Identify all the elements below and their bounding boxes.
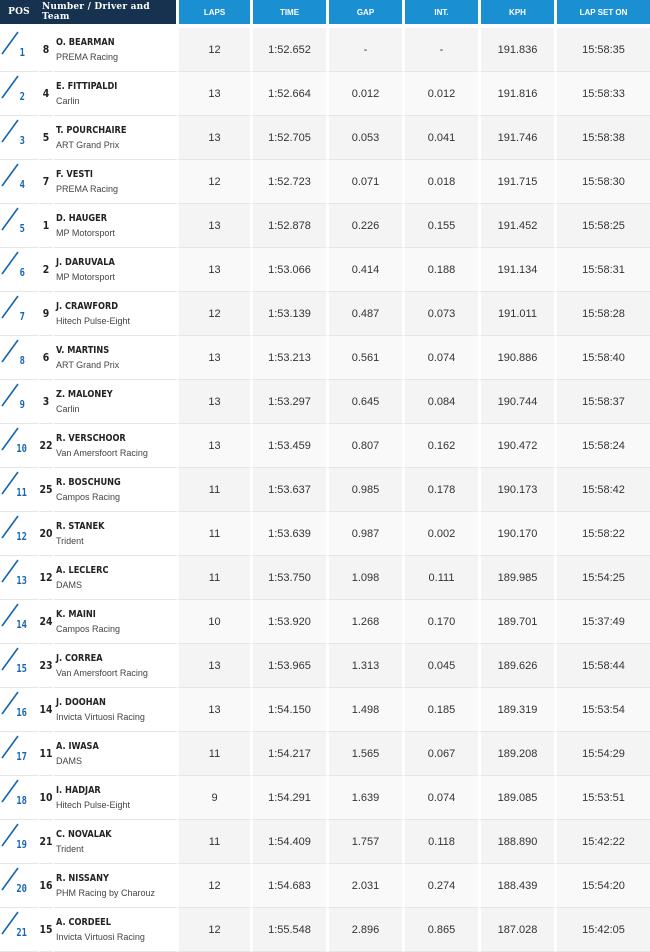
time-cell: 1:54.291 bbox=[250, 776, 326, 820]
gap-cell: 0.561 bbox=[326, 336, 402, 380]
position-cell bbox=[0, 644, 38, 688]
lap-set-on-cell: 15:58:44 bbox=[554, 644, 650, 688]
lap-set-on-cell: 15:37:49 bbox=[554, 600, 650, 644]
gap-cell: 0.012 bbox=[326, 72, 402, 116]
header-pos[interactable]: POS bbox=[0, 0, 38, 24]
int-cell: - bbox=[402, 28, 478, 72]
lap-set-on-cell: 15:58:38 bbox=[554, 116, 650, 160]
driver-name[interactable]: T. POURCHAIRE bbox=[56, 124, 127, 136]
position-cell bbox=[0, 864, 38, 908]
time-cell: 1:52.878 bbox=[250, 204, 326, 248]
header-gap[interactable]: GAP bbox=[326, 0, 402, 24]
gap-cell: 1.639 bbox=[326, 776, 402, 820]
position-cell bbox=[0, 732, 38, 776]
gap-cell: 1.098 bbox=[326, 556, 402, 600]
car-number: 16 bbox=[39, 864, 53, 908]
kph-cell: 189.985 bbox=[478, 556, 554, 600]
gap-cell: 2.896 bbox=[326, 908, 402, 952]
lap-set-on-cell: 15:58:33 bbox=[554, 72, 650, 116]
driver-team-cell bbox=[54, 732, 176, 776]
int-cell: 0.865 bbox=[402, 908, 478, 952]
gap-cell: 1.757 bbox=[326, 820, 402, 864]
driver-name[interactable]: J. DARUVALA bbox=[56, 256, 115, 268]
position-number: 21 bbox=[16, 926, 28, 939]
gap-cell: - bbox=[326, 28, 402, 72]
table-row[interactable] bbox=[0, 556, 650, 600]
header-number-driver-team[interactable]: Number / Driver and Team bbox=[38, 0, 176, 24]
car-number: 3 bbox=[39, 380, 53, 424]
time-cell: 1:52.652 bbox=[250, 28, 326, 72]
team-name: MP Motorsport bbox=[56, 271, 115, 282]
position-cell bbox=[0, 776, 38, 820]
table-row[interactable] bbox=[0, 292, 650, 336]
gap-cell: 0.807 bbox=[326, 424, 402, 468]
gap-cell: 0.414 bbox=[326, 248, 402, 292]
laps-cell: 12 bbox=[176, 160, 250, 204]
time-cell: 1:53.920 bbox=[250, 600, 326, 644]
gap-cell: 1.313 bbox=[326, 644, 402, 688]
car-number: 24 bbox=[39, 600, 53, 644]
laps-cell: 9 bbox=[176, 776, 250, 820]
car-number: 7 bbox=[39, 160, 53, 204]
position-number: 18 bbox=[16, 794, 28, 807]
table-row[interactable] bbox=[0, 116, 650, 160]
laps-cell: 13 bbox=[176, 116, 250, 160]
gap-cell: 2.031 bbox=[326, 864, 402, 908]
driver-team-cell bbox=[54, 248, 176, 292]
time-cell: 1:52.723 bbox=[250, 160, 326, 204]
driver-team-cell bbox=[54, 644, 176, 688]
driver-team-cell bbox=[54, 336, 176, 380]
int-cell: 0.118 bbox=[402, 820, 478, 864]
car-number: 23 bbox=[39, 644, 53, 688]
driver-team-cell bbox=[54, 72, 176, 116]
kph-cell: 190.170 bbox=[478, 512, 554, 556]
team-name: Invicta Virtuosi Racing bbox=[56, 931, 145, 942]
position-number: 7 bbox=[19, 310, 25, 323]
driver-name[interactable]: Z. MALONEY bbox=[56, 388, 113, 400]
lap-set-on-cell: 15:58:35 bbox=[554, 28, 650, 72]
team-name: PREMA Racing bbox=[56, 183, 119, 194]
position-cell bbox=[0, 336, 38, 380]
time-cell: 1:54.409 bbox=[250, 820, 326, 864]
lap-set-on-cell: 15:58:42 bbox=[554, 468, 650, 512]
int-cell: 0.185 bbox=[402, 688, 478, 732]
laps-cell: 10 bbox=[176, 600, 250, 644]
time-cell: 1:54.217 bbox=[250, 732, 326, 776]
lap-set-on-cell: 15:58:37 bbox=[554, 380, 650, 424]
kph-cell: 190.472 bbox=[478, 424, 554, 468]
time-cell: 1:53.213 bbox=[250, 336, 326, 380]
kph-cell: 188.439 bbox=[478, 864, 554, 908]
header-int[interactable]: INT. bbox=[402, 0, 478, 24]
int-cell: 0.018 bbox=[402, 160, 478, 204]
laps-cell: 12 bbox=[176, 28, 250, 72]
driver-team-cell bbox=[54, 820, 176, 864]
kph-cell: 191.715 bbox=[478, 160, 554, 204]
table-row[interactable] bbox=[0, 72, 650, 116]
driver-team-cell bbox=[54, 688, 176, 732]
laps-cell: 13 bbox=[176, 644, 250, 688]
driver-team-cell bbox=[54, 512, 176, 556]
car-number: 20 bbox=[39, 512, 53, 556]
kph-cell: 191.746 bbox=[478, 116, 554, 160]
gap-cell: 0.226 bbox=[326, 204, 402, 248]
int-cell: 0.002 bbox=[402, 512, 478, 556]
driver-team-cell bbox=[54, 600, 176, 644]
position-number: 5 bbox=[19, 222, 25, 235]
table-row[interactable] bbox=[0, 820, 650, 864]
gap-cell: 0.487 bbox=[326, 292, 402, 336]
position-number: 1 bbox=[19, 46, 25, 59]
position-cell bbox=[0, 688, 38, 732]
table-row[interactable] bbox=[0, 512, 650, 556]
int-cell: 0.067 bbox=[402, 732, 478, 776]
table-row[interactable] bbox=[0, 380, 650, 424]
header-lap-set-on[interactable]: LAP SET ON bbox=[554, 0, 650, 24]
table-header-row bbox=[0, 0, 650, 24]
driver-name[interactable]: J. CORREA bbox=[56, 652, 103, 664]
driver-name[interactable]: R. STANEK bbox=[56, 520, 105, 532]
table-row[interactable] bbox=[0, 248, 650, 292]
time-cell: 1:53.459 bbox=[250, 424, 326, 468]
lap-set-on-cell: 15:58:25 bbox=[554, 204, 650, 248]
gap-cell: 1.565 bbox=[326, 732, 402, 776]
gap-cell: 0.985 bbox=[326, 468, 402, 512]
car-number: 6 bbox=[39, 336, 53, 380]
time-cell: 1:53.965 bbox=[250, 644, 326, 688]
driver-team-cell bbox=[54, 908, 176, 952]
team-name: Campos Racing bbox=[56, 491, 121, 502]
driver-name[interactable]: R. BOSCHUNG bbox=[56, 476, 121, 488]
team-name: Campos Racing bbox=[56, 623, 121, 634]
kph-cell: 191.011 bbox=[478, 292, 554, 336]
int-cell: 0.041 bbox=[402, 116, 478, 160]
car-number: 4 bbox=[39, 72, 53, 116]
position-cell bbox=[0, 380, 38, 424]
driver-team-cell bbox=[54, 864, 176, 908]
kph-cell: 191.836 bbox=[478, 28, 554, 72]
int-cell: 0.155 bbox=[402, 204, 478, 248]
time-cell: 1:55.548 bbox=[250, 908, 326, 952]
int-cell: 0.111 bbox=[402, 556, 478, 600]
driver-name[interactable]: J. DOOHAN bbox=[56, 696, 106, 708]
position-number: 11 bbox=[16, 486, 28, 499]
laps-cell: 12 bbox=[176, 292, 250, 336]
time-cell: 1:53.750 bbox=[250, 556, 326, 600]
car-number: 25 bbox=[39, 468, 53, 512]
table-row[interactable] bbox=[0, 160, 650, 204]
driver-team-cell bbox=[54, 116, 176, 160]
gap-cell: 0.053 bbox=[326, 116, 402, 160]
kph-cell: 189.085 bbox=[478, 776, 554, 820]
car-number: 2 bbox=[39, 248, 53, 292]
kph-cell: 190.744 bbox=[478, 380, 554, 424]
position-cell bbox=[0, 116, 38, 160]
table-row[interactable] bbox=[0, 864, 650, 908]
team-name: Van Amersfoort Racing bbox=[56, 447, 148, 458]
position-cell bbox=[0, 468, 38, 512]
driver-team-cell bbox=[54, 556, 176, 600]
position-cell bbox=[0, 424, 38, 468]
team-name: Trident bbox=[56, 535, 84, 546]
team-name: PHM Racing by Charouz bbox=[56, 887, 156, 898]
driver-name[interactable]: V. MARTINS bbox=[56, 344, 110, 356]
time-cell: 1:53.639 bbox=[250, 512, 326, 556]
gap-cell: 0.987 bbox=[326, 512, 402, 556]
int-cell: 0.074 bbox=[402, 776, 478, 820]
int-cell: 0.045 bbox=[402, 644, 478, 688]
table-row[interactable] bbox=[0, 424, 650, 468]
position-cell bbox=[0, 204, 38, 248]
gap-cell: 0.645 bbox=[326, 380, 402, 424]
laps-cell: 13 bbox=[176, 204, 250, 248]
position-number: 20 bbox=[16, 882, 28, 895]
team-name: MP Motorsport bbox=[56, 227, 115, 238]
team-name: Carlin bbox=[56, 403, 80, 414]
lap-set-on-cell: 15:58:30 bbox=[554, 160, 650, 204]
results-body bbox=[0, 28, 650, 952]
kph-cell: 188.890 bbox=[478, 820, 554, 864]
table-row[interactable] bbox=[0, 600, 650, 644]
team-name: ART Grand Prix bbox=[56, 359, 120, 370]
position-cell bbox=[0, 72, 38, 116]
laps-cell: 12 bbox=[176, 864, 250, 908]
laps-cell: 13 bbox=[176, 424, 250, 468]
team-name: PREMA Racing bbox=[56, 51, 119, 62]
position-number: 3 bbox=[19, 134, 25, 147]
header-kph[interactable]: KPH bbox=[478, 0, 554, 24]
car-number: 9 bbox=[39, 292, 53, 336]
team-name: Hitech Pulse-Eight bbox=[56, 315, 131, 326]
lap-set-on-cell: 15:58:40 bbox=[554, 336, 650, 380]
laps-cell: 13 bbox=[176, 688, 250, 732]
kph-cell: 189.208 bbox=[478, 732, 554, 776]
lap-set-on-cell: 15:58:22 bbox=[554, 512, 650, 556]
lap-set-on-cell: 15:53:51 bbox=[554, 776, 650, 820]
position-cell bbox=[0, 600, 38, 644]
time-cell: 1:53.637 bbox=[250, 468, 326, 512]
driver-name[interactable]: E. FITTIPALDI bbox=[56, 80, 118, 92]
int-cell: 0.170 bbox=[402, 600, 478, 644]
laps-cell: 11 bbox=[176, 732, 250, 776]
kph-cell: 189.701 bbox=[478, 600, 554, 644]
position-number: 8 bbox=[19, 354, 25, 367]
car-number: 22 bbox=[39, 424, 53, 468]
table-row[interactable] bbox=[0, 28, 650, 72]
lap-set-on-cell: 15:54:29 bbox=[554, 732, 650, 776]
driver-name[interactable]: F. VESTI bbox=[56, 168, 93, 180]
laps-cell: 11 bbox=[176, 820, 250, 864]
position-number: 16 bbox=[16, 706, 28, 719]
position-number: 15 bbox=[16, 662, 28, 675]
time-cell: 1:54.150 bbox=[250, 688, 326, 732]
lap-set-on-cell: 15:58:24 bbox=[554, 424, 650, 468]
kph-cell: 187.028 bbox=[478, 908, 554, 952]
driver-team-cell bbox=[54, 424, 176, 468]
lap-set-on-cell: 15:54:25 bbox=[554, 556, 650, 600]
position-number: 2 bbox=[19, 90, 25, 103]
int-cell: 0.084 bbox=[402, 380, 478, 424]
driver-name[interactable]: I. HADJAR bbox=[56, 784, 101, 796]
car-number: 21 bbox=[39, 820, 53, 864]
position-number: 17 bbox=[16, 750, 28, 763]
driver-name[interactable]: A. CORDEEL bbox=[56, 916, 112, 928]
lap-set-on-cell: 15:42:22 bbox=[554, 820, 650, 864]
header-time[interactable]: TIME bbox=[250, 0, 326, 24]
position-number: 9 bbox=[19, 398, 25, 411]
car-number: 10 bbox=[39, 776, 53, 820]
driver-name[interactable]: A. LECLERC bbox=[56, 564, 109, 576]
team-name: Invicta Virtuosi Racing bbox=[56, 711, 145, 722]
driver-team-cell bbox=[54, 380, 176, 424]
car-number: 14 bbox=[39, 688, 53, 732]
position-number: 19 bbox=[16, 838, 28, 851]
time-cell: 1:53.066 bbox=[250, 248, 326, 292]
int-cell: 0.178 bbox=[402, 468, 478, 512]
car-number: 11 bbox=[39, 732, 53, 776]
lap-set-on-cell: 15:58:31 bbox=[554, 248, 650, 292]
position-number: 13 bbox=[16, 574, 28, 587]
car-number: 5 bbox=[39, 116, 53, 160]
laps-cell: 11 bbox=[176, 468, 250, 512]
driver-name[interactable]: A. IWASA bbox=[56, 740, 99, 752]
lap-set-on-cell: 15:58:28 bbox=[554, 292, 650, 336]
driver-name[interactable]: O. BEARMAN bbox=[56, 36, 115, 48]
car-number: 12 bbox=[39, 556, 53, 600]
time-cell: 1:53.297 bbox=[250, 380, 326, 424]
table-row[interactable] bbox=[0, 204, 650, 248]
driver-team-cell bbox=[54, 160, 176, 204]
laps-cell: 12 bbox=[176, 908, 250, 952]
position-number: 14 bbox=[16, 618, 28, 631]
position-cell bbox=[0, 160, 38, 204]
team-name: ART Grand Prix bbox=[56, 139, 120, 150]
table-row[interactable] bbox=[0, 336, 650, 380]
laps-cell: 11 bbox=[176, 556, 250, 600]
int-cell: 0.274 bbox=[402, 864, 478, 908]
time-cell: 1:54.683 bbox=[250, 864, 326, 908]
driver-name[interactable]: K. MAINI bbox=[56, 608, 96, 620]
time-cell: 1:53.139 bbox=[250, 292, 326, 336]
table-row[interactable] bbox=[0, 688, 650, 732]
gap-cell: 1.268 bbox=[326, 600, 402, 644]
position-number: 12 bbox=[16, 530, 28, 543]
team-name: Van Amersfoort Racing bbox=[56, 667, 148, 678]
position-number: 6 bbox=[19, 266, 25, 279]
team-name: Carlin bbox=[56, 95, 80, 106]
driver-team-cell bbox=[54, 292, 176, 336]
int-cell: 0.074 bbox=[402, 336, 478, 380]
kph-cell: 191.134 bbox=[478, 248, 554, 292]
driver-name[interactable]: R. VERSCHOOR bbox=[56, 432, 126, 444]
position-number: 10 bbox=[16, 442, 28, 455]
lap-set-on-cell: 15:53:54 bbox=[554, 688, 650, 732]
laps-cell: 13 bbox=[176, 72, 250, 116]
int-cell: 0.073 bbox=[402, 292, 478, 336]
position-cell bbox=[0, 908, 38, 952]
driver-name[interactable]: R. NISSANY bbox=[56, 872, 109, 884]
kph-cell: 189.319 bbox=[478, 688, 554, 732]
driver-team-cell bbox=[54, 468, 176, 512]
kph-cell: 189.626 bbox=[478, 644, 554, 688]
position-cell bbox=[0, 820, 38, 864]
kph-cell: 191.452 bbox=[478, 204, 554, 248]
position-cell bbox=[0, 248, 38, 292]
position-cell bbox=[0, 292, 38, 336]
laps-cell: 13 bbox=[176, 248, 250, 292]
car-number: 15 bbox=[39, 908, 53, 952]
time-cell: 1:52.705 bbox=[250, 116, 326, 160]
kph-cell: 190.173 bbox=[478, 468, 554, 512]
time-cell: 1:52.664 bbox=[250, 72, 326, 116]
kph-cell: 190.886 bbox=[478, 336, 554, 380]
position-cell bbox=[0, 512, 38, 556]
team-name: DAMS bbox=[56, 579, 83, 590]
position-cell bbox=[0, 28, 38, 72]
car-number: 1 bbox=[39, 204, 53, 248]
table-row[interactable] bbox=[0, 732, 650, 776]
driver-team-cell bbox=[54, 28, 176, 72]
table-row[interactable] bbox=[0, 468, 650, 512]
driver-name[interactable]: C. NOVALAK bbox=[56, 828, 112, 840]
int-cell: 0.162 bbox=[402, 424, 478, 468]
table-row[interactable] bbox=[0, 644, 650, 688]
laps-cell: 13 bbox=[176, 336, 250, 380]
int-cell: 0.012 bbox=[402, 72, 478, 116]
gap-cell: 0.071 bbox=[326, 160, 402, 204]
lap-set-on-cell: 15:42:05 bbox=[554, 908, 650, 952]
int-cell: 0.188 bbox=[402, 248, 478, 292]
driver-name[interactable]: J. CRAWFORD bbox=[56, 300, 119, 312]
team-name: Hitech Pulse-Eight bbox=[56, 799, 131, 810]
kph-cell: 191.816 bbox=[478, 72, 554, 116]
driver-name[interactable]: D. HAUGER bbox=[56, 212, 108, 224]
driver-team-cell bbox=[54, 204, 176, 248]
position-number: 4 bbox=[19, 178, 25, 191]
team-name: Trident bbox=[56, 843, 84, 854]
driver-team-cell bbox=[54, 776, 176, 820]
gap-cell: 1.498 bbox=[326, 688, 402, 732]
position-cell bbox=[0, 556, 38, 600]
table-row[interactable] bbox=[0, 908, 650, 952]
lap-set-on-cell: 15:54:20 bbox=[554, 864, 650, 908]
header-laps[interactable]: LAPS bbox=[176, 0, 250, 24]
table-row[interactable] bbox=[0, 776, 650, 820]
team-name: DAMS bbox=[56, 755, 83, 766]
laps-cell: 13 bbox=[176, 380, 250, 424]
car-number: 8 bbox=[39, 28, 53, 72]
laps-cell: 11 bbox=[176, 512, 250, 556]
